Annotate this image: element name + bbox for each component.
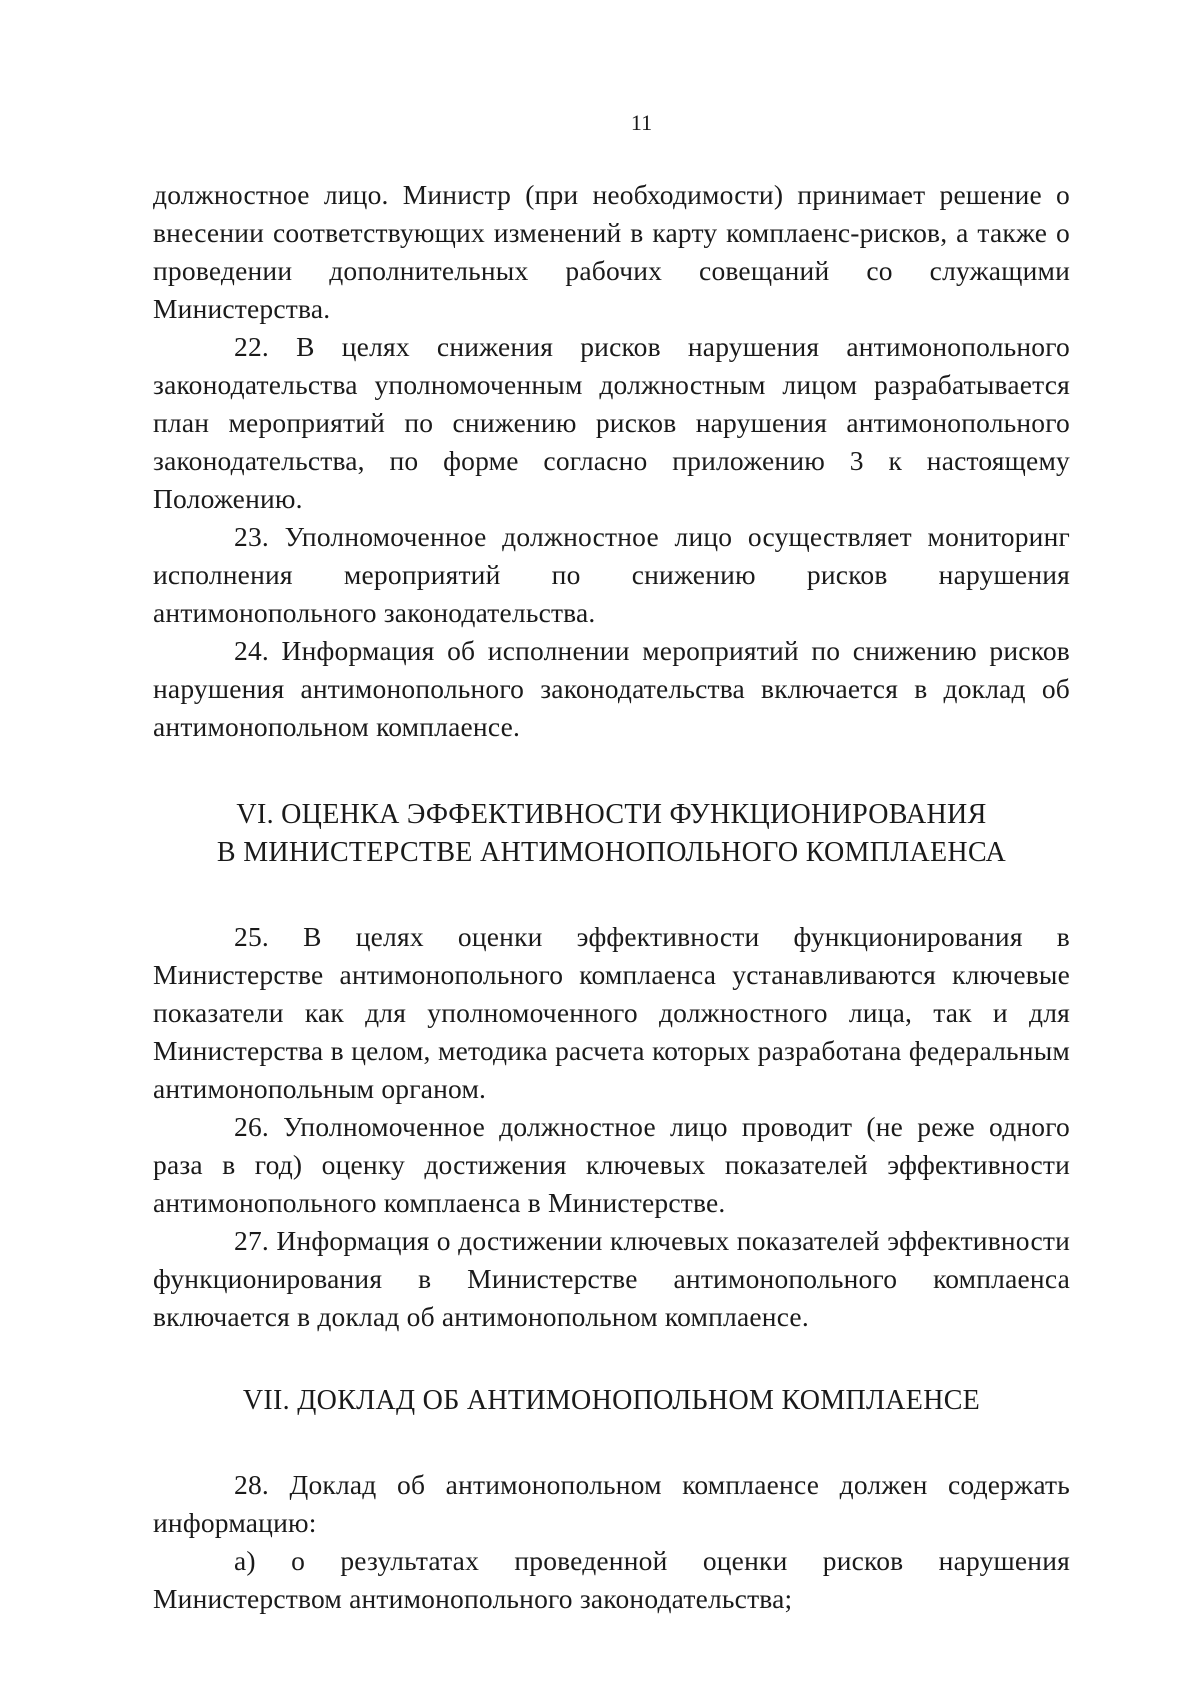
paragraph-28a: а) о результатах проведенной оценки рисков нарушения Министерством антимонопольного законодательства; [153, 1545, 1070, 1614]
page-number: 11 [630, 110, 653, 135]
paragraph-22: 22. В целях снижения рисков нарушения антимонопольного законодательства уполномоченным должностным лицом разрабатывается план мероприятий по снижению рисков нарушения антимонопольного законодательства, по форме согласно приложению 3 к настоящему Положению. [153, 331, 1070, 514]
paragraph-27: 27. Информация о достижении ключевых показателей эффективности функционирования в Министерстве антимонопольного комплаенса включается в доклад об антимонопольном комплаенсе. [153, 1225, 1070, 1332]
section-heading-vi [153, 796, 1070, 872]
section-heading-vii-line: VII. ДОКЛАД ОБ АНТИМОНОПОЛЬНОМ КОМПЛАЕНСЕ [242, 1385, 981, 1416]
paragraph-25: 25. В целях оценки эффективности функционирования в Министерстве антимонопольного комплаенса устанавливаются ключевые показатели как для уполномоченного должностного лица, так и для Министерства в целом, методика расчета которых разработана федеральным антимонопольным органом. [153, 921, 1070, 1104]
section-heading-vi-line-1: VI. ОЦЕНКА ЭФФЕКТИВНОСТИ ФУНКЦИОНИРОВАНИЯ [236, 799, 987, 830]
paragraph-continuation: должностное лицо. Министр (при необходимости) принимает решение о внесении соответствующих изменений в карту комплаенс-рисков, а также о проведении дополнительных рабочих совещаний со служащими Министерства. [153, 179, 1070, 324]
section-heading-vii [153, 1382, 1070, 1420]
section-heading-vi-line-2: В МИНИСТЕРСТВЕ АНТИМОНОПОЛЬНОГО КОМПЛАЕНСА [216, 837, 1007, 868]
paragraph-28: 28. Доклад об антимонопольном комплаенсе должен содержать информацию: [153, 1469, 1070, 1538]
paragraph-26: 26. Уполномоченное должностное лицо проводит (не реже одного раза в год) оценку достижения ключевых показателей эффективности антимонопольного комплаенса в Министерстве. [153, 1111, 1070, 1218]
paragraph-23: 23. Уполномоченное должностное лицо осуществляет мониторинг исполнения мероприятий по снижению рисков нарушения антимонопольного законодательства. [153, 521, 1070, 628]
paragraph-24: 24. Информация об исполнении мероприятий по снижению рисков нарушения антимонопольного законодательства включается в доклад об антимонопольном комплаенсе. [153, 635, 1070, 742]
